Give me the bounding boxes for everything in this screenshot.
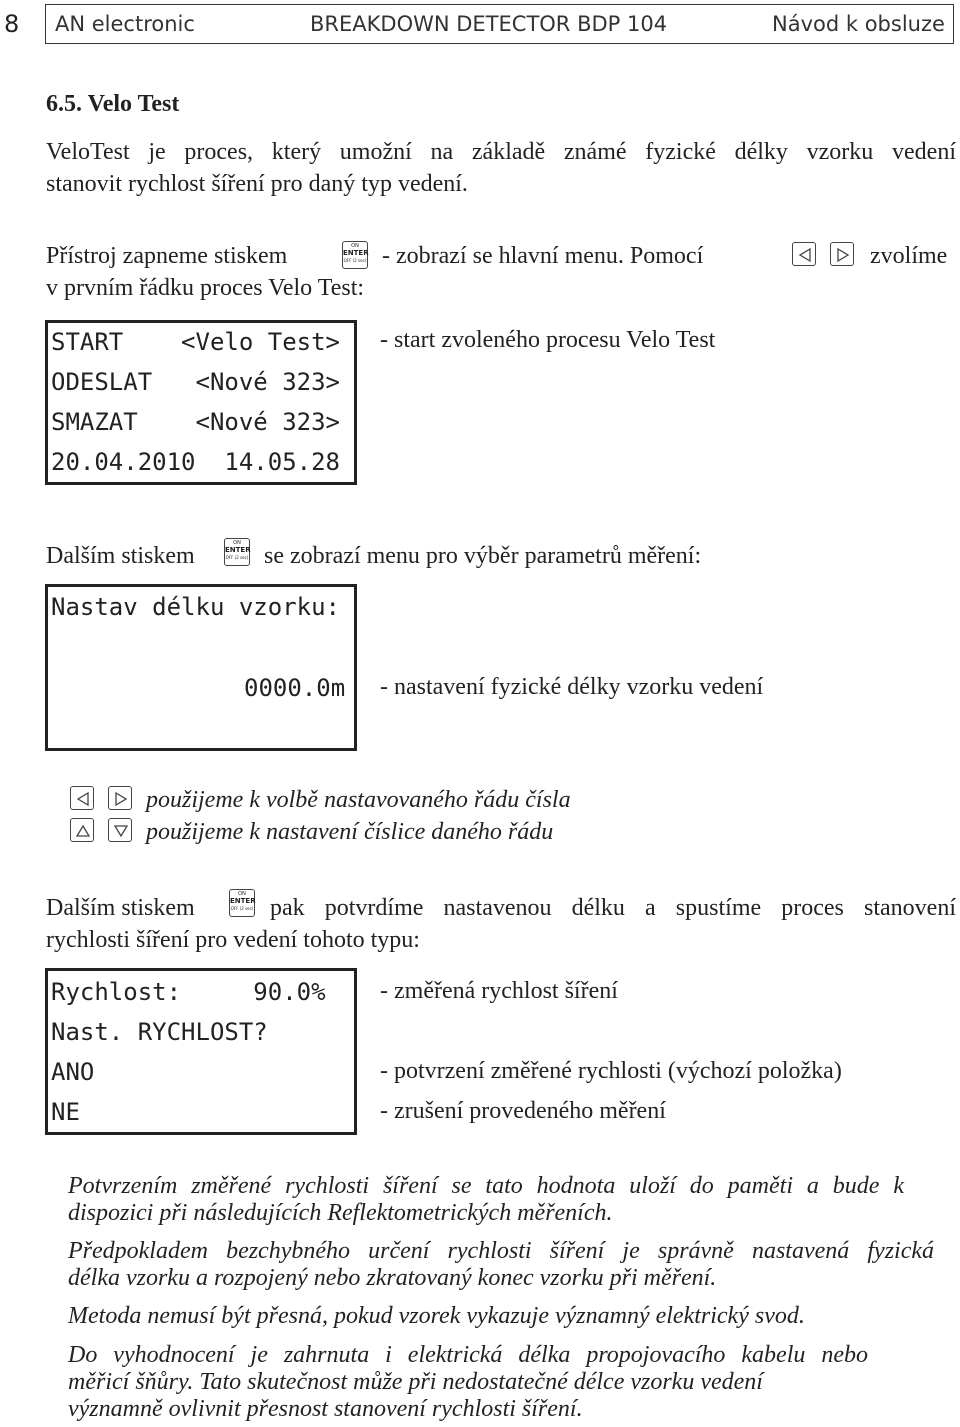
note-4-line-1: Do vyhodnocení je zahrnuta i elektrická délka propojovacího kabelu nebo — [68, 1342, 868, 1368]
power-line-2: v prvním řádku proces Velo Test: — [46, 275, 365, 301]
display3-note-velocity: - změřená rychlost šíření — [380, 978, 618, 1004]
enter-key-icon — [229, 889, 255, 917]
power-text-mid: - zobrazí se hlavní menu. Pomocí — [382, 243, 704, 269]
hint-up-down: použijeme k nastavení číslice daného řádu — [146, 819, 554, 845]
lcd-line-start: START <Velo Test> — [51, 328, 340, 356]
lcd-length-value: 0000.0m — [244, 674, 346, 702]
lcd-line-set-length: Nastav délku vzorku: — [51, 593, 340, 621]
enter-key-label: ENTER — [225, 546, 251, 554]
enter-key-off-label: OFF (2 sec) — [225, 555, 249, 560]
lcd-line-set-velocity: Nast. RYCHLOST? — [51, 1018, 268, 1046]
lcd-line-odeslat: ODESLAT <Nové 323> — [51, 368, 340, 396]
note-4-line-2: měřicí šňůry. Tato skutečnost může při nedostatečné délce vzorku vedení — [68, 1369, 763, 1395]
right-arrow-key-icon — [830, 242, 854, 266]
header-product: BREAKDOWN DETECTOR BDP 104 — [310, 12, 668, 36]
enter-key-label: ENTER — [343, 249, 369, 257]
display3-note-confirm: - potvrzení změřené rychlosti (výchozí položka) — [380, 1058, 842, 1084]
lcd-line-yes: ANO — [51, 1058, 95, 1086]
note-1-line-1: Potvrzením změřené rychlosti šíření se tato hodnota uloží do paměti a bude k — [68, 1173, 904, 1199]
lcd-line-no: NE — [51, 1098, 80, 1126]
note-2-line-2: délka vzorku a rozpojený nebo zkratovaný konec vzorku při měření. — [68, 1265, 717, 1291]
intro-line-2: stanovit rychlost šíření pro daný typ vedení. — [46, 171, 468, 197]
enter-key-off-label: OFF (2 sec) — [230, 906, 254, 911]
intro-line-1: VeloTest je proces, který umožní na základě známé fyzické délky vzorku vedení — [46, 139, 956, 165]
step2-suffix: se zobrazí menu pro výběr parametrů měření: — [264, 543, 702, 569]
power-text-prefix: Přístroj zapneme stiskem — [46, 243, 288, 269]
enter-key-on-label: ON — [233, 540, 241, 546]
note-2-line-1: Předpokladem bezchybného určení rychlosti šíření je správně nastavená fyzická — [68, 1238, 934, 1264]
page-number: 8 — [4, 10, 20, 38]
lcd-line-velocity: Rychlost: 90.0% — [51, 978, 326, 1006]
left-arrow-key-icon — [70, 786, 94, 810]
lcd-line-smazat: SMAZAT <Nové 323> — [51, 408, 340, 436]
down-arrow-key-icon — [108, 818, 132, 842]
step3-prefix: Dalším stiskem — [46, 895, 195, 921]
enter-key-icon — [224, 538, 250, 566]
enter-key-on-label: ON — [351, 243, 359, 249]
enter-key-label: ENTER — [230, 897, 256, 905]
step3-suffix: pak potvrdíme nastavenou délku a spustíme proces stanovení — [270, 895, 956, 921]
enter-key-off-label: OFF (2 sec) — [343, 258, 367, 263]
enter-key-icon — [342, 241, 368, 269]
power-text-suffix: zvolíme — [870, 243, 948, 269]
header-manual: Návod k obsluze — [772, 12, 945, 36]
left-arrow-key-icon — [792, 242, 816, 266]
note-4-line-3: významně ovlivnit přesnost stanovení rychlosti šíření. — [68, 1396, 583, 1422]
enter-key-on-label: ON — [238, 891, 246, 897]
section-title: 6.5. Velo Test — [46, 91, 180, 117]
display1-note: - start zvoleného procesu Velo Test — [380, 327, 716, 353]
note-3: Metoda nemusí být přesná, pokud vzorek vykazuje významný elektrický svod. — [68, 1303, 805, 1329]
display3-note-cancel: - zrušení provedeného měření — [380, 1098, 666, 1124]
hint-left-right: použijeme k volbě nastavovaného řádu čísla — [146, 787, 571, 813]
up-arrow-key-icon — [70, 818, 94, 842]
step3-line-2: rychlosti šíření pro vedení tohoto typu: — [46, 927, 420, 953]
right-arrow-key-icon — [108, 786, 132, 810]
lcd-line-datetime: 20.04.2010 14.05.28 — [51, 448, 340, 476]
header-company: AN electronic — [55, 12, 195, 36]
note-1-line-2: dispozici při následujících Reflektometrických měřeních. — [68, 1200, 613, 1226]
step2-prefix: Dalším stiskem — [46, 543, 195, 569]
display2-note: - nastavení fyzické délky vzorku vedení — [380, 674, 764, 700]
